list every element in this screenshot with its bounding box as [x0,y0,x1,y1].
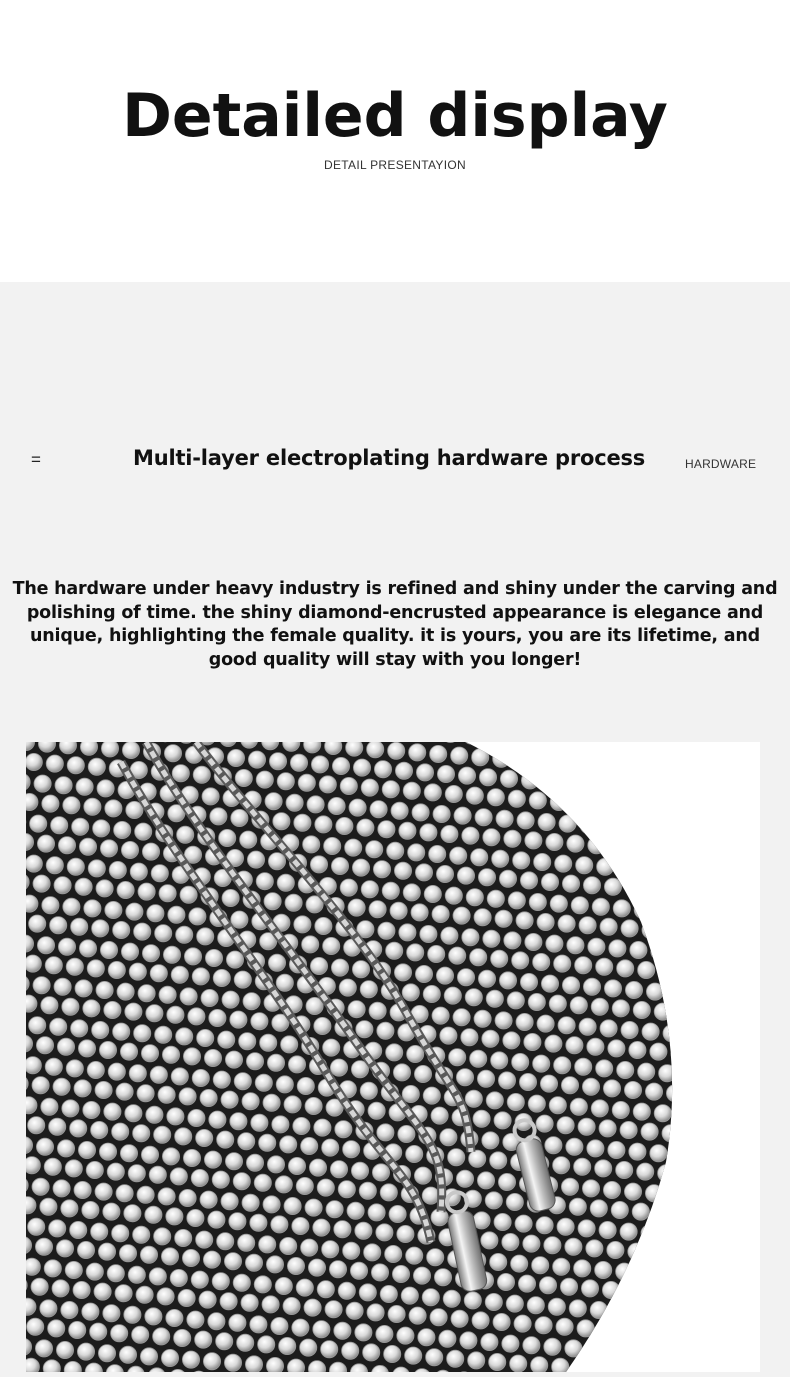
product-photo [26,742,760,1372]
header-section [0,0,790,282]
section-title: Multi-layer electroplating hardware process [133,446,646,470]
section-tag: HARDWARE [685,457,757,471]
rhinestone-bag-image [26,742,760,1372]
section-marker: = [31,450,41,469]
page-subtitle: DETAIL PRESENTAYION [324,158,466,172]
page-title: Detailed display [122,81,668,151]
description-text: The hardware under heavy industry is refined and shiny under the carving and polishing of time. the shiny diamond-encrusted appearance is elegance and unique, highlighting the female quality. it is yours, you are its lifetime, and good quality will stay with you longer! [12,579,778,670]
